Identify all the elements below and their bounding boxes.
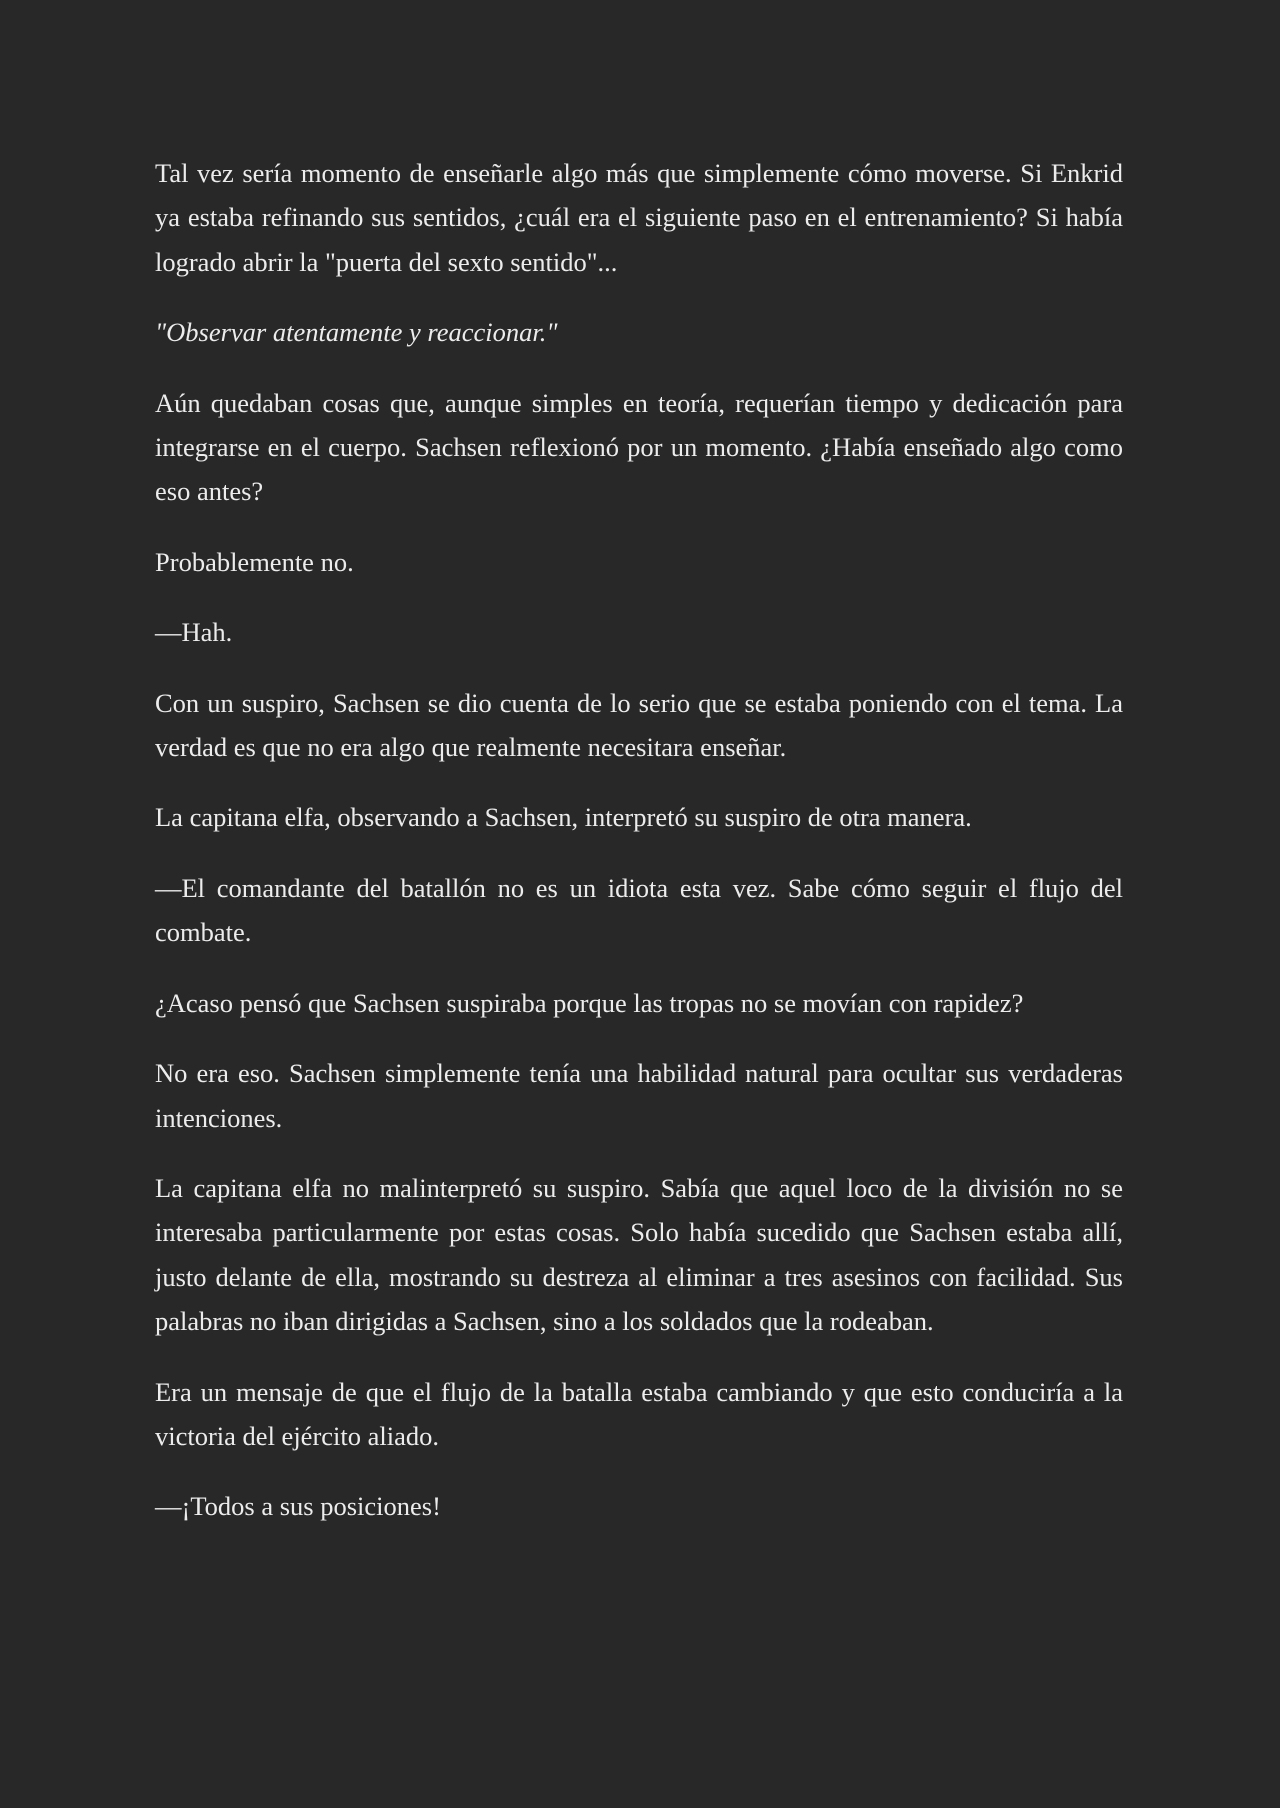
dialogue-line: —El comandante del batallón no es un idiota esta vez. Sabe cómo seguir el flujo del combate. — [155, 872, 1123, 948]
paragraph: La capitana elfa no malinterpretó su suspiro. Sabía que aquel loco de la división no se interesaba particularmente por estas cosas. Solo había sucedido que Sachsen estaba allí, justo delante de ella, mostrando su destreza al eliminar a tres asesinos con facilidad. Sus palabras no iban dirigidas a Sachsen, sino a los soldados que la rodeaban. — [155, 1172, 1123, 1337]
paragraph: La capitana elfa, observando a Sachsen, interpretó su suspiro de otra manera. — [155, 802, 972, 833]
paragraph: Tal vez sería momento de enseñarle algo más que simplemente cómo moverse. Si Enkrid ya estaba refinando sus sentidos, ¿cuál era el siguiente paso en el entrenamiento? Si había logrado abrir la "puerta del sexto sentido"... — [155, 158, 1123, 277]
paragraph: ¿Acaso pensó que Sachsen suspiraba porque las tropas no se movían con rapidez? — [155, 987, 1024, 1018]
paragraph: No era eso. Sachsen simplemente tenía una habilidad natural para ocultar sus verdaderas intenciones. — [155, 1058, 1123, 1133]
dialogue-line: —¡Todos a sus posiciones! — [155, 1491, 441, 1522]
paragraph: Con un suspiro, Sachsen se dio cuenta de lo serio que se estaba poniendo con el tema. La verdad es que no era algo que realmente necesitara enseñar. — [155, 687, 1123, 763]
paragraph: Era un mensaje de que el flujo de la batalla estaba cambiando y que esto conduciría a la victoria del ejército aliado. — [155, 1376, 1123, 1451]
chapter-text — [155, 151, 1123, 1555]
paragraph: Aún quedaban cosas que, aunque simples en teoría, requerían tiempo y dedicación para integrarse en el cuerpo. Sachsen reflexionó por un momento. ¿Había enseñado algo como eso antes? — [155, 387, 1123, 507]
paragraph: Probablemente no. — [155, 546, 354, 577]
dialogue-line: —Hah. — [155, 617, 233, 648]
italic-quote: "Observar atentamente y reaccionar." — [155, 317, 558, 348]
